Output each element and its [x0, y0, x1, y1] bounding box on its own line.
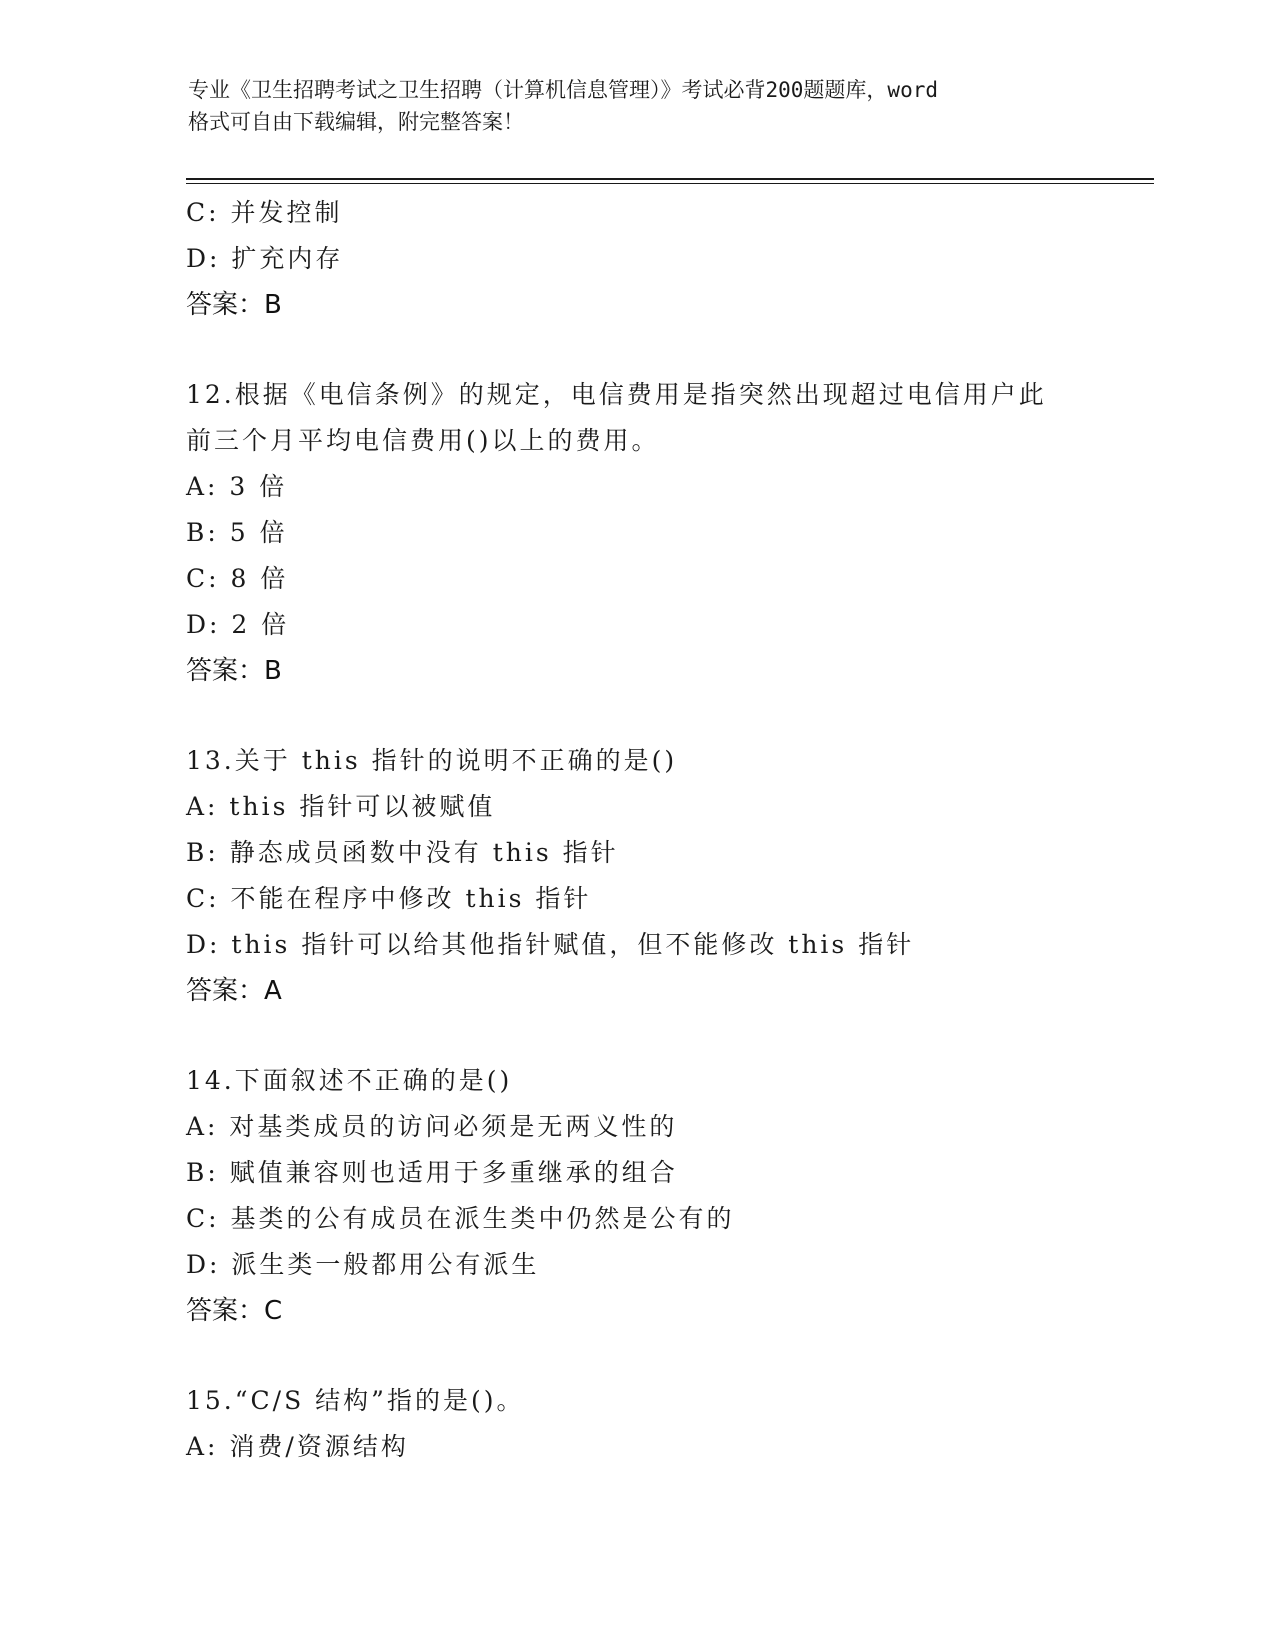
header-line-2: 格式可自由下载编辑，附完整答案！ [188, 110, 524, 134]
option-a: A: 对基类成员的访问必须是无两义性的 [186, 1112, 678, 1141]
answer-line: 答案：A [186, 976, 282, 1006]
option-d: D: 扩充内存 [186, 244, 344, 273]
question-text-line-1: 12.根据《电信条例》的规定，电信费用是指突然出现超过电信用户此 [186, 380, 1047, 409]
option-c: C: 8 倍 [186, 564, 289, 593]
option-d: D: 2 倍 [186, 610, 290, 639]
header-divider-thin [186, 183, 1154, 184]
question-11 [186, 190, 1106, 328]
spacer [186, 328, 1106, 372]
spacer [186, 1334, 1106, 1378]
option-b: B: 5 倍 [186, 518, 288, 547]
question-list [186, 190, 1106, 1470]
question-12 [186, 372, 1106, 694]
option-c: C: 基类的公有成员在派生类中仍然是公有的 [186, 1204, 735, 1233]
spacer [186, 694, 1106, 738]
answer-line: 答案：B [186, 656, 282, 686]
answer-line: 答案：B [186, 290, 282, 320]
question-13 [186, 738, 1106, 1014]
question-15 [186, 1378, 1106, 1470]
option-b: B: 静态成员函数中没有 this 指针 [186, 838, 619, 867]
document-header [188, 74, 1088, 138]
option-c: C: 并发控制 [186, 198, 343, 227]
question-text: 13.关于 this 指针的说明不正确的是() [186, 746, 678, 775]
question-14 [186, 1058, 1106, 1334]
option-a: A: 消费/资源结构 [186, 1432, 409, 1461]
header-line-1: 专业《卫生招聘考试之卫生招聘（计算机信息管理）》考试必背200题题库，word [188, 78, 938, 102]
option-d: D: this 指针可以给其他指针赋值，但不能修改 this 指针 [186, 930, 915, 959]
option-c: C: 不能在程序中修改 this 指针 [186, 884, 592, 913]
question-text-line-2: 前三个月平均电信费用()以上的费用。 [186, 426, 660, 455]
option-d: D: 派生类一般都用公有派生 [186, 1250, 540, 1279]
question-text: 15.“C/S 结构”指的是()。 [186, 1386, 525, 1415]
option-b: B: 赋值兼容则也适用于多重继承的组合 [186, 1158, 678, 1187]
spacer [186, 1014, 1106, 1058]
answer-line: 答案：C [186, 1296, 283, 1326]
option-a: A: this 指针可以被赋值 [186, 792, 496, 821]
option-a: A: 3 倍 [186, 472, 288, 501]
header-divider-thick [186, 178, 1154, 180]
question-text: 14.下面叙述不正确的是() [186, 1066, 513, 1095]
